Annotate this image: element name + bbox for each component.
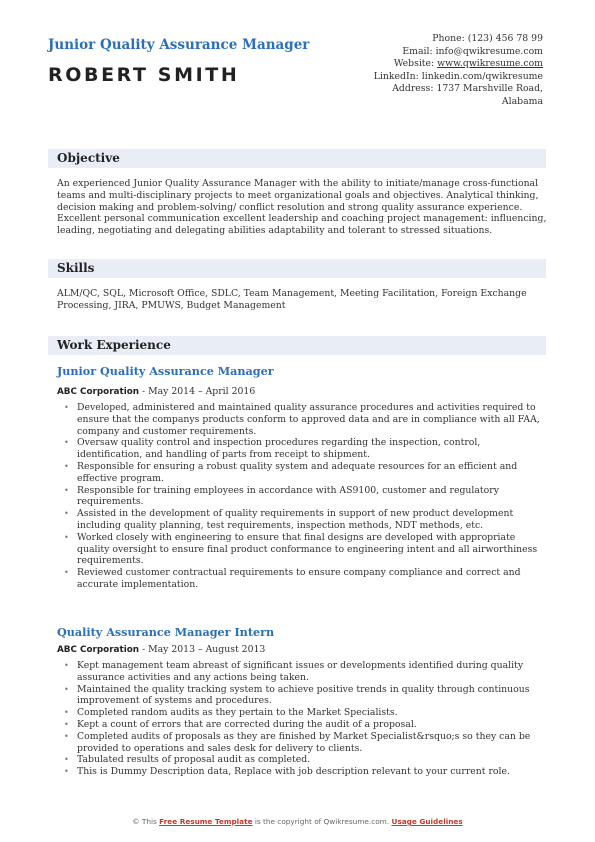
job-1-company-line bbox=[57, 386, 255, 397]
objective-heading: Objective bbox=[57, 151, 120, 165]
job-1-dates: - May 2014 – April 2016 bbox=[141, 386, 256, 397]
footer bbox=[0, 817, 595, 826]
list-item: • Tabulated results of proposal audit as completed. bbox=[64, 754, 547, 766]
footer-middle: is the copyright of Qwikresume.com. bbox=[254, 817, 390, 826]
contact-email-label: Email: bbox=[402, 45, 433, 57]
list-item: • Kept management team abreast of significant issues or developments identified during quality assurance activities and any actions being taken. bbox=[64, 660, 547, 684]
contact-linkedin bbox=[313, 71, 543, 84]
job-2-bullets bbox=[64, 660, 547, 778]
list-item: • Assisted in the development of quality requirements in support of new product development including quality planning, test requirements, inspection methods, NDT methods, etc. bbox=[64, 508, 547, 532]
list-item: • Developed, administered and maintained quality assurance procedures and activities required to ensure that the companys products conform to approved data and are in compliance with all FAA, company and customer requirements. bbox=[64, 402, 547, 437]
list-item: • Reviewed customer contractual requirements to ensure company compliance and correct and accurate implementation. bbox=[64, 567, 547, 591]
list-item: • Kept a count of errors that are corrected during the audit of a proposal. bbox=[64, 719, 547, 731]
contact-phone-value: (123) 456 78 99 bbox=[467, 33, 543, 44]
list-item: • Worked closely with engineering to ensure that final designs are developed with appropriate quality oversight to ensure final product conformance to engineering intent and all airworthiness requirements. bbox=[64, 532, 547, 567]
skills-heading: Skills bbox=[57, 261, 95, 275]
header-job-title: Junior Quality Assurance Manager bbox=[48, 37, 310, 53]
job-1-title: Junior Quality Assurance Manager bbox=[57, 364, 274, 378]
contact-website bbox=[313, 58, 543, 71]
list-item: • Responsible for training employees in accordance with AS9100, customer and regulatory requirements. bbox=[64, 485, 547, 509]
skills-section-bar bbox=[48, 259, 546, 278]
contact-block bbox=[313, 33, 543, 109]
candidate-name: ROBERT SMITH bbox=[48, 64, 240, 86]
contact-address-line2: Alabama bbox=[501, 95, 543, 107]
list-item: • Oversaw quality control and inspection procedures regarding the inspection, control, identification, and handling of parts from receipt to shipment. bbox=[64, 437, 547, 461]
list-item: • Responsible for ensuring a robust quality system and adequate resources for an efficient and effective program. bbox=[64, 461, 547, 485]
job-2-dates: - May 2013 – August 2013 bbox=[141, 644, 266, 655]
job-2-company: ABC Corporation bbox=[57, 645, 140, 655]
contact-address-value: 1737 Marshville Road, bbox=[436, 83, 543, 95]
contact-linkedin-value[interactable]: linkedin.com/qwikresume bbox=[421, 70, 543, 82]
contact-phone-label: Phone: bbox=[432, 33, 465, 44]
footer-prefix: © This bbox=[132, 817, 157, 826]
contact-linkedin-label: LinkedIn: bbox=[373, 70, 419, 82]
footer-template-link[interactable]: Free Resume Template bbox=[159, 817, 253, 826]
contact-email bbox=[313, 46, 543, 59]
objective-text: An experienced Junior Quality Assurance Manager with the ability to initiate/manage cross-functional teams and multi-disciplinary projects to meet organizational goals and objectives. Analytical thinking, decision making and problem-solving/ conflict resolution and strong quality assurance experience. Excellent personal communication excellent leadership and coaching project management: influencing, leading, negotiating and delegating abilities adaptability and tolerant to stressed situations. bbox=[57, 178, 547, 237]
contact-address-label: Address: bbox=[392, 83, 434, 95]
job-1-bullets bbox=[64, 402, 547, 591]
experience-section-bar bbox=[48, 336, 546, 355]
contact-email-value[interactable]: info@qwikresume.com bbox=[435, 45, 543, 57]
skills-text: ALM/QC, SQL, Microsoft Office, SDLC, Team Management, Meeting Facilitation, Foreign Exchange Processing, JIRA, PMUWS, Budget Management bbox=[57, 288, 527, 311]
experience-heading: Work Experience bbox=[57, 338, 171, 352]
list-item: • Maintained the quality tracking system to achieve positive trends in quality through continuous improvement of systems and procedures. bbox=[64, 684, 547, 708]
contact-website-label: Website: bbox=[393, 58, 435, 70]
footer-usage-link[interactable]: Usage Guidelines bbox=[391, 817, 463, 826]
contact-website-link[interactable]: www.qwikresume.com bbox=[437, 58, 543, 70]
objective-section-bar bbox=[48, 149, 546, 168]
job-1-company: ABC Corporation bbox=[57, 387, 140, 397]
job-2-title: Quality Assurance Manager Intern bbox=[57, 625, 275, 639]
contact-address bbox=[313, 83, 543, 96]
job-2-company-line bbox=[57, 644, 265, 655]
list-item: • Completed audits of proposals as they are finished by Market Specialist&rsquo;s so they can be provided to operations and sales desk for delivery to clients. bbox=[64, 731, 547, 755]
list-item: • Completed random audits as they pertain to the Market Specialists. bbox=[64, 707, 547, 719]
list-item: • This is Dummy Description data, Replace with job description relevant to your current role. bbox=[64, 766, 547, 778]
contact-phone bbox=[313, 33, 543, 46]
